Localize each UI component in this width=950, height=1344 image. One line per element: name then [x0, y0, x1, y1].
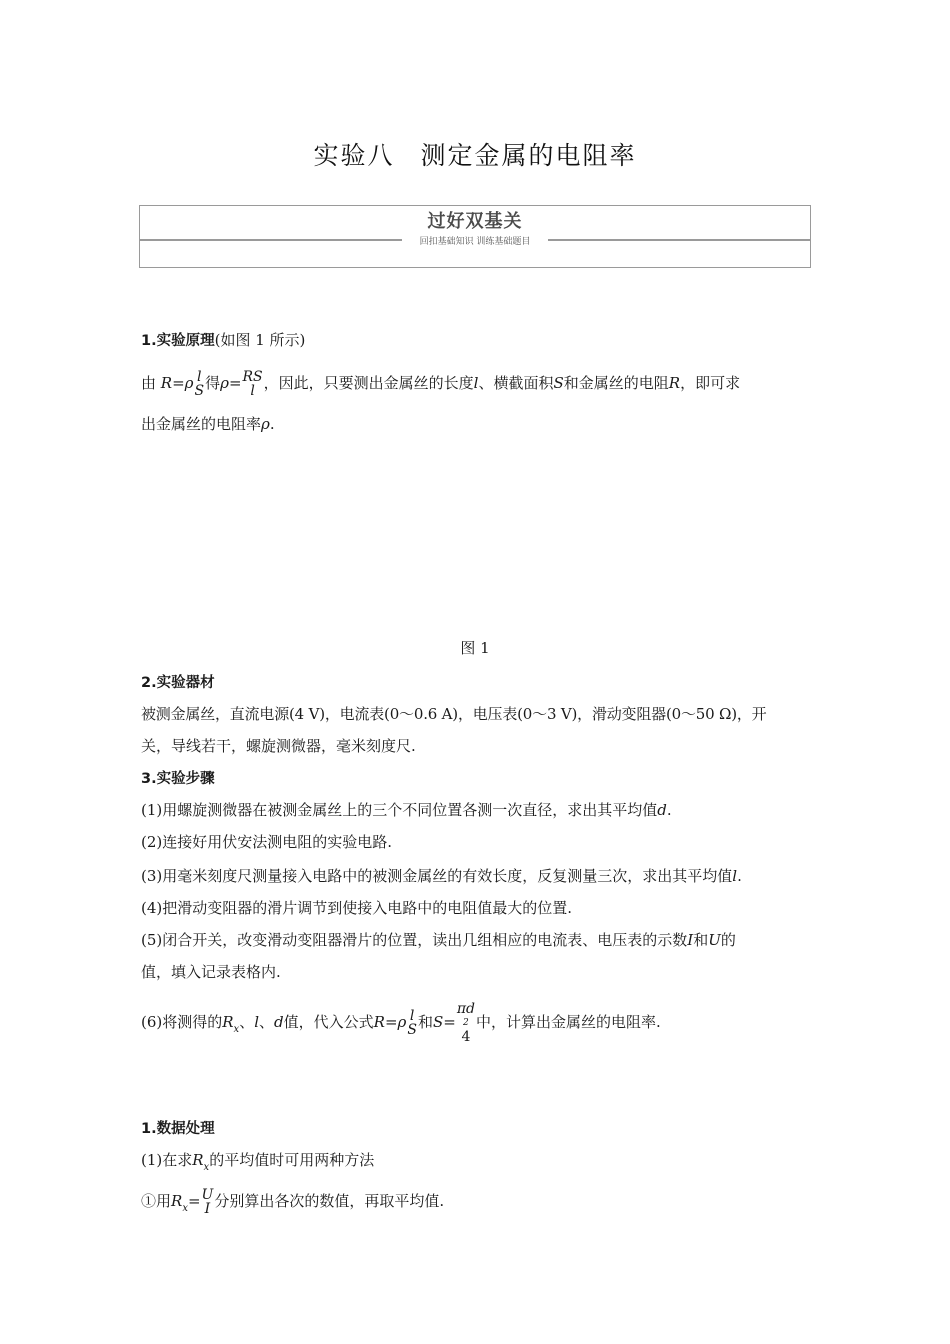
title-part-1: 实验八	[313, 141, 395, 170]
figure-caption: 图 1	[460, 639, 490, 657]
fraction-l-over-s: l S	[194, 369, 205, 399]
step-3: (3)用毫米刻度尺测量接入电路中的被测金属丝的有效长度，反复测量三次，求出其平均值l.	[141, 867, 742, 885]
section2-heading: 2.实验器材	[141, 675, 215, 691]
principle-line-1: 由 R=ρ l S 得ρ= RS l ，因此，只要测出金属丝的长度l、横截面积S和金属丝的电阻R，即可求	[141, 369, 741, 399]
data-heading: 1.数据处理	[141, 1121, 215, 1137]
banner-subtitle: 回扣基础知识 训练基础题目	[419, 237, 531, 247]
page-title	[0, 136, 950, 172]
step-5: (5)闭合开关，改变滑动变阻器滑片的位置，读出几组相应的电流表、电压表的示数I和U的	[141, 931, 736, 949]
data-line-2: ①用$R_x=$ U I 分别算出各次的数值，再取平均值.	[141, 1187, 445, 1217]
step-1: (1)用螺旋测微器在被测金属丝上的三个不同位置各测一次直径，求出其平均值d.	[141, 801, 672, 819]
section1-heading: 1.实验原理(如图 1 所示)	[141, 331, 306, 349]
banner-title: 过好双基关	[427, 211, 523, 232]
step-6: (6)将测得的$R_x$、l、d值，代入公式R=ρ l S 和S= πd 2 4 中，计算出金属丝的电阻率.	[141, 1001, 661, 1045]
equipment-line-1: 被测金属丝，直流电源(4 V)，电流表(0～0.6 A)，电压表(0～3 V)，滑动变阻器(0～50 Ω)，开	[141, 705, 767, 723]
section-banner	[139, 205, 811, 268]
banner-divider-right	[548, 239, 810, 241]
step-2: (2)连接好用伏安法测电阻的实验电路.	[141, 833, 393, 851]
section3-heading: 3.实验步骤	[141, 771, 215, 787]
step-5-continued: 值，填入记录表格内.	[141, 963, 281, 981]
principle-line-2: 出金属丝的电阻率ρ.	[141, 415, 275, 433]
fraction-u-over-i: U I	[201, 1187, 214, 1217]
fraction-l-over-s-2: l S	[407, 1008, 417, 1038]
fraction-pi-d2-over-4: πd 2 4	[456, 1001, 475, 1045]
fraction-rs-over-l: RS l	[242, 369, 263, 399]
equipment-line-2: 关，导线若干，螺旋测微器，毫米刻度尺.	[141, 737, 416, 755]
step-4: (4)把滑动变阻器的滑片调节到使接入电路中的电阻值最大的位置.	[141, 899, 573, 917]
data-line-1: (1)在求$R_x$的平均值时可用两种方法	[141, 1151, 375, 1173]
title-part-2: 测定金属的电阻率	[420, 141, 637, 170]
